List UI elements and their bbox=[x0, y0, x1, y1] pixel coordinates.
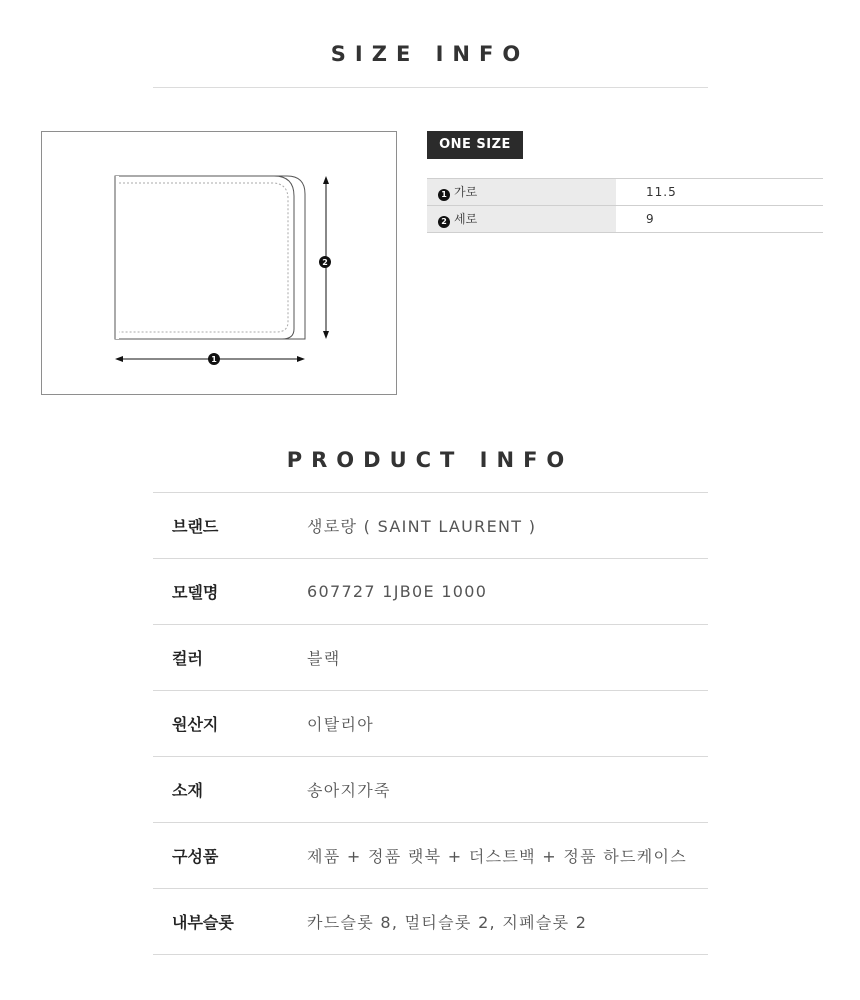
product-info-row bbox=[153, 823, 708, 889]
product-info-row bbox=[153, 625, 708, 691]
product-info-row bbox=[153, 889, 708, 955]
product-info-table bbox=[153, 492, 708, 955]
product-info-value: 생로랑 ( SAINT LAURENT ) bbox=[307, 493, 708, 559]
product-info-key: 소재 bbox=[153, 757, 307, 823]
size-measurements-table bbox=[427, 178, 823, 233]
product-info-key: 구성품 bbox=[153, 823, 307, 889]
size-label: 가로 bbox=[454, 185, 478, 199]
one-size-badge: ONE SIZE bbox=[427, 131, 523, 159]
size-info-title: SIZE INFO bbox=[330, 42, 530, 66]
size-row bbox=[427, 206, 823, 233]
diagram-marker-2: 2 bbox=[322, 258, 328, 267]
product-info-row bbox=[153, 493, 708, 559]
product-info-key: 모델명 bbox=[153, 559, 307, 625]
product-info-value: 블랙 bbox=[307, 625, 708, 691]
product-info-row bbox=[153, 691, 708, 757]
product-info-value: 제품 + 정품 랫북 + 더스트백 + 정품 하드케이스 bbox=[307, 823, 708, 889]
number-2-icon: 2 bbox=[438, 216, 450, 228]
product-info-row bbox=[153, 757, 708, 823]
size-label: 세로 bbox=[454, 212, 478, 226]
size-value: 9 bbox=[616, 206, 823, 233]
product-info-key: 컬러 bbox=[153, 625, 307, 691]
product-info-row bbox=[153, 559, 708, 625]
size-info-divider bbox=[153, 87, 708, 88]
product-info-key: 내부슬롯 bbox=[153, 889, 307, 955]
size-row bbox=[427, 179, 823, 206]
product-info-title: PRODUCT INFO bbox=[286, 448, 574, 472]
product-info-value: 송아지가죽 bbox=[307, 757, 708, 823]
size-value: 11.5 bbox=[616, 179, 823, 206]
number-1-icon: 1 bbox=[438, 189, 450, 201]
product-info-key: 브랜드 bbox=[153, 493, 307, 559]
product-info-value: 카드슬롯 8, 멀티슬롯 2, 지폐슬롯 2 bbox=[307, 889, 708, 955]
wallet-outline-illustration bbox=[42, 132, 398, 396]
wallet-size-diagram bbox=[41, 131, 397, 395]
diagram-marker-1: 1 bbox=[211, 355, 217, 364]
product-info-value: 607727 1JB0E 1000 bbox=[307, 559, 708, 625]
product-info-value: 이탈리아 bbox=[307, 691, 708, 757]
product-info-key: 원산지 bbox=[153, 691, 307, 757]
